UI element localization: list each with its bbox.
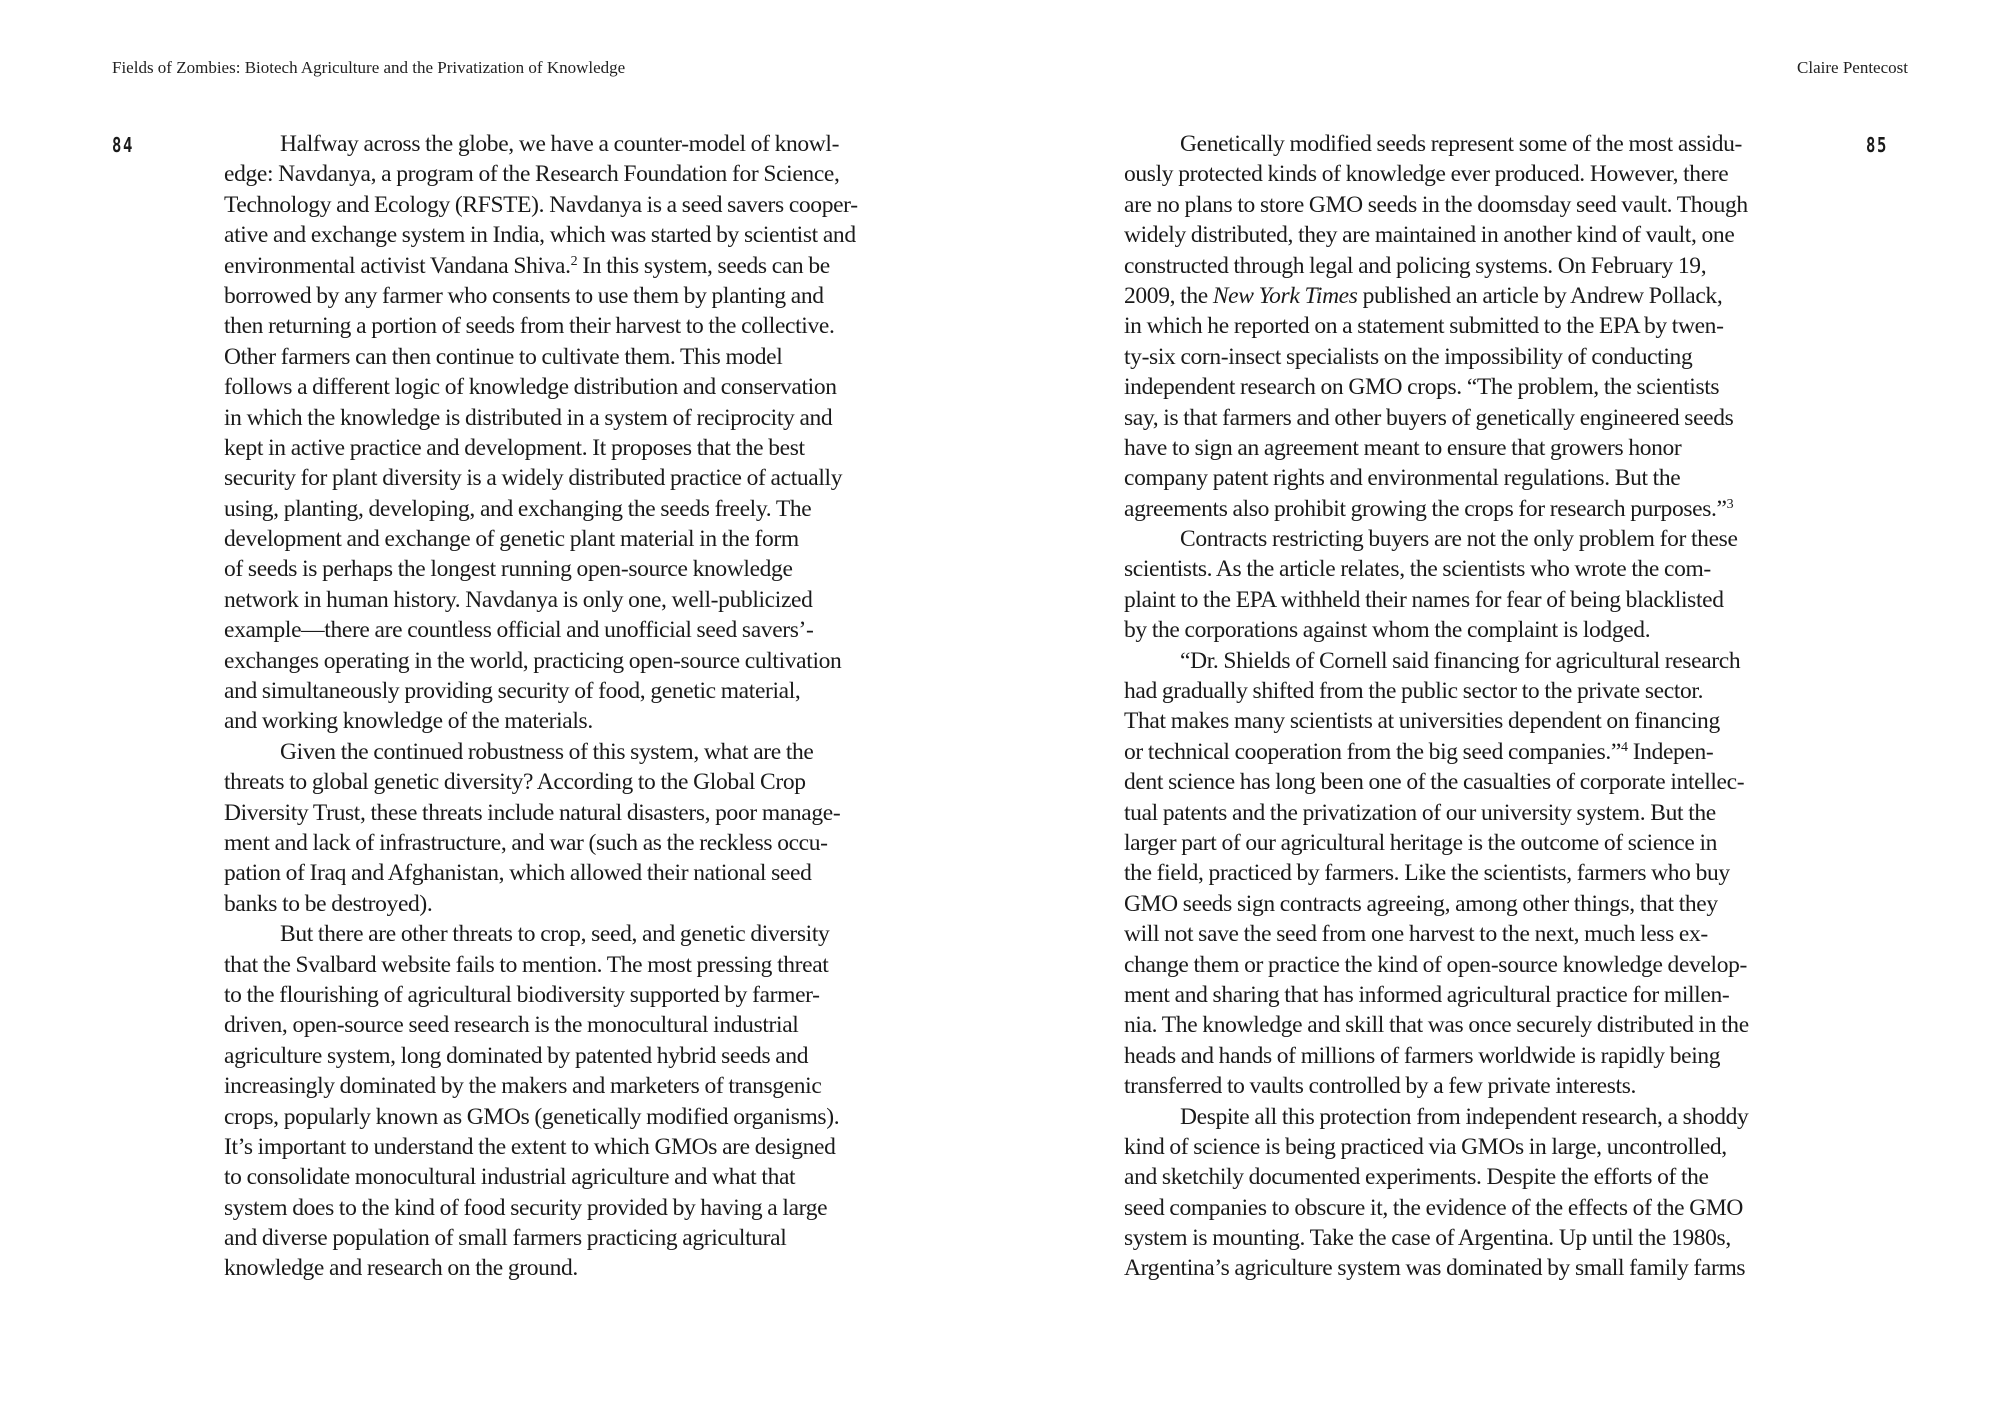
line-text: system does to the kind of food security provided by having a large: [224, 1194, 828, 1221]
line-text: ously protected kinds of knowledge ever produced. However, there: [1124, 161, 1729, 188]
text-line: [1124, 342, 1814, 372]
page-number-right: 85: [1866, 133, 1888, 157]
line-text: 2009, the: [1124, 282, 1213, 309]
line-text: Technology and Ecology (RFSTE). Navdanya is a seed savers cooper-: [224, 191, 858, 218]
line-text: then returning a portion of seeds from their harvest to the collective.: [224, 313, 835, 340]
line-text: Despite all this protection from independent research, a shoddy: [1180, 1103, 1749, 1130]
text-line: [224, 554, 914, 584]
line-text: or technical cooperation from the big seed companies.”: [1124, 738, 1622, 765]
text-line: [1124, 1071, 1814, 1101]
text-line: [224, 706, 914, 736]
line-text: using, planting, developing, and exchanging the seeds freely. The: [224, 495, 812, 522]
line-text: ative and exchange system in India, which was started by scientist and: [224, 222, 856, 249]
line-text: Contracts restricting buyers are not the only problem for these: [1180, 526, 1738, 553]
text-line: [1124, 190, 1814, 220]
line-text: crops, popularly known as GMOs (genetically modified organisms).: [224, 1103, 840, 1130]
left-page-body: [224, 129, 914, 1284]
line-text: Given the continued robustness of this system, what are the: [280, 738, 814, 765]
line-text: Argentina’s agriculture system was dominated by small family farms: [1124, 1255, 1746, 1282]
line-text: had gradually shifted from the public sector to the private sector.: [1124, 678, 1704, 705]
line-text: constructed through legal and policing systems. On February 19,: [1124, 252, 1707, 279]
text-line: [1124, 950, 1814, 980]
text-line: [1124, 1253, 1814, 1283]
text-line: [1124, 1132, 1814, 1162]
line-text: to consolidate monocultural industrial agriculture and what that: [224, 1164, 796, 1191]
line-text: the field, practiced by farmers. Like the scientists, farmers who buy: [1124, 860, 1730, 887]
text-line: [224, 798, 914, 828]
italic-title: New York Times: [1212, 282, 1358, 309]
text-line: [1124, 494, 1814, 524]
text-line: [1124, 798, 1814, 828]
line-text: borrowed by any farmer who consents to use them by planting and: [224, 282, 824, 309]
text-line: [1124, 554, 1814, 584]
right-page-body: [1124, 129, 1814, 1284]
line-text: dent science has long been one of the casualties of corporate intellec-: [1124, 769, 1745, 796]
text-line: [224, 980, 914, 1010]
line-text: Halfway across the globe, we have a counter-model of knowl-: [280, 131, 840, 157]
text-line: [224, 1010, 914, 1040]
line-text: system is mounting. Take the case of Argentina. Up until the 1980s,: [1124, 1225, 1731, 1252]
line-text: agreements also prohibit growing the crops for research purposes.”: [1124, 495, 1727, 522]
text-line: [224, 494, 914, 524]
text-line: [224, 281, 914, 311]
line-text: Other farmers can then continue to cultivate them. This model: [224, 343, 783, 370]
line-text: widely distributed, they are maintained in another kind of vault, one: [1124, 222, 1735, 249]
footnote-marker[interactable]: 3: [1726, 496, 1734, 512]
text-line: [224, 129, 914, 159]
line-text: increasingly dominated by the makers and marketers of transgenic: [224, 1073, 822, 1100]
line-text: and simultaneously providing security of food, genetic material,: [224, 678, 801, 705]
line-text: development and exchange of genetic plant material in the form: [224, 526, 799, 553]
line-text: and diverse population of small farmers practicing agricultural: [224, 1225, 787, 1252]
text-line: [1124, 251, 1814, 281]
text-line: [1124, 767, 1814, 797]
line-text: to the flourishing of agricultural biodiversity supported by farmer-: [224, 981, 820, 1008]
line-text: ment and sharing that has informed agricultural practice for millen-: [1124, 981, 1730, 1008]
line-text: ty-six corn-insect specialists on the impossibility of conducting: [1124, 343, 1693, 370]
text-line: [224, 950, 914, 980]
text-line: [224, 463, 914, 493]
line-text: seed companies to obscure it, the evidence of the effects of the GMO: [1124, 1194, 1744, 1221]
text-line: [224, 1041, 914, 1071]
text-line: [1124, 220, 1814, 250]
text-line: [224, 403, 914, 433]
line-text: scientists. As the article relates, the scientists who wrote the com-: [1124, 556, 1711, 583]
line-text: GMO seeds sign contracts agreeing, among other things, that they: [1124, 890, 1718, 917]
text-line: [1124, 1041, 1814, 1071]
text-line: [1124, 980, 1814, 1010]
line-text: But there are other threats to crop, seed, and genetic diversity: [280, 921, 830, 948]
line-text: environmental activist Vandana Shiva.: [224, 252, 571, 279]
line-text: ment and lack of infrastructure, and war (such as the reckless occu-: [224, 829, 828, 856]
line-text: company patent rights and environmental regulations. But the: [1124, 465, 1681, 492]
text-line: [224, 858, 914, 888]
text-line: [1124, 1102, 1814, 1132]
line-text: plaint to the EPA withheld their names for fear of being blacklisted: [1124, 586, 1724, 613]
text-line: [1124, 1162, 1814, 1192]
text-line: [224, 372, 914, 402]
line-text: exchanges operating in the world, practicing open-source cultivation: [224, 647, 842, 674]
running-head-author: Claire Pentecost: [1797, 58, 1908, 77]
line-text: network in human history. Navdanya is only one, well-publicized: [224, 586, 813, 613]
footnote-marker[interactable]: 4: [1621, 739, 1628, 755]
footnote-marker[interactable]: 2: [570, 253, 578, 269]
text-line: [1124, 646, 1814, 676]
line-text: nia. The knowledge and skill that was once securely distributed in the: [1124, 1012, 1749, 1039]
text-line: [224, 1132, 914, 1162]
line-text: agriculture system, long dominated by patented hybrid seeds and: [224, 1042, 809, 1069]
text-line: [1124, 1223, 1814, 1253]
text-line: [224, 828, 914, 858]
line-text: security for plant diversity is a widely distributed practice of actually: [224, 465, 843, 492]
text-line: [224, 646, 914, 676]
line-text: banks to be destroyed).: [224, 890, 433, 917]
line-text: threats to global genetic diversity? According to the Global Crop: [224, 769, 806, 796]
line-text-continued: Indepen-: [1627, 738, 1714, 765]
line-text: independent research on GMO crops. “The problem, the scientists: [1124, 374, 1720, 401]
line-text: heads and hands of millions of farmers worldwide is rapidly being: [1124, 1042, 1721, 1069]
line-text: driven, open-source seed research is the monocultural industrial: [224, 1012, 799, 1039]
line-text: kept in active practice and development. It proposes that the best: [224, 434, 805, 461]
line-text: larger part of our agricultural heritage is the outcome of science in: [1124, 829, 1718, 856]
text-line: [224, 190, 914, 220]
text-line: [1124, 615, 1814, 645]
line-text: It’s important to understand the extent to which GMOs are designed: [224, 1133, 836, 1160]
line-text: in which the knowledge is distributed in a system of reciprocity and: [224, 404, 833, 431]
line-text: kind of science is being practiced via GMOs in large, uncontrolled,: [1124, 1133, 1727, 1160]
text-line: [224, 1162, 914, 1192]
text-line: [1124, 1010, 1814, 1040]
text-line: [1124, 737, 1814, 767]
text-line: [224, 1071, 914, 1101]
text-line: [1124, 159, 1814, 189]
text-line: [1124, 676, 1814, 706]
text-line: [224, 311, 914, 341]
text-line: [224, 1102, 914, 1132]
text-line: [1124, 463, 1814, 493]
text-line: [224, 615, 914, 645]
line-text: example—there are countless official and unofficial seed savers’-: [224, 617, 814, 644]
text-line: [224, 1223, 914, 1253]
line-text: “Dr. Shields of Cornell said financing for agricultural research: [1180, 647, 1741, 674]
line-text: that the Svalbard website fails to mention. The most pressing threat: [224, 951, 829, 978]
line-text: That makes many scientists at universities dependent on financing: [1124, 708, 1720, 735]
text-line: [1124, 433, 1814, 463]
line-text: by the corporations against whom the complaint is lodged.: [1124, 617, 1651, 644]
text-line: [224, 1193, 914, 1223]
text-line: [1124, 919, 1814, 949]
text-line: [1124, 524, 1814, 554]
text-line: [224, 159, 914, 189]
text-line: [1124, 889, 1814, 919]
line-text: and working knowledge of the materials.: [224, 708, 593, 735]
text-line: [1124, 281, 1814, 311]
line-text: edge: Navdanya, a program of the Research Foundation for Science,: [224, 161, 840, 188]
text-line: [224, 1253, 914, 1283]
text-line: [224, 919, 914, 949]
page-number-left: 84: [112, 133, 134, 157]
line-text: knowledge and research on the ground.: [224, 1255, 578, 1282]
text-line: [224, 676, 914, 706]
text-line: [1124, 403, 1814, 433]
line-text: have to sign an agreement meant to ensure that growers honor: [1124, 434, 1682, 461]
line-text: change them or practice the kind of open-source knowledge develop-: [1124, 951, 1747, 978]
line-text: pation of Iraq and Afghanistan, which allowed their national seed: [224, 860, 812, 887]
line-text: say, is that farmers and other buyers of genetically engineered seeds: [1124, 404, 1734, 431]
text-line: [1124, 858, 1814, 888]
text-line: [1124, 129, 1814, 159]
text-line: [1124, 372, 1814, 402]
line-text-continued: In this system, seeds can be: [577, 252, 830, 279]
text-line: [1124, 1193, 1814, 1223]
text-line: [224, 342, 914, 372]
text-line: [224, 220, 914, 250]
line-text: will not save the seed from one harvest to the next, much less ex-: [1124, 921, 1708, 948]
line-text: are no plans to store GMO seeds in the doomsday seed vault. Though: [1124, 191, 1748, 218]
line-text: Diversity Trust, these threats include natural disasters, poor manage-: [224, 799, 841, 826]
line-text-continued: published an article by Andrew Pollack,: [1357, 282, 1723, 309]
line-text: of seeds is perhaps the longest running open-source knowledge: [224, 556, 793, 583]
text-line: [1124, 311, 1814, 341]
line-text: Genetically modified seeds represent some of the most assidu-: [1180, 131, 1742, 157]
text-line: [224, 524, 914, 554]
line-text: and sketchily documented experiments. Despite the efforts of the: [1124, 1164, 1709, 1191]
text-line: [1124, 828, 1814, 858]
text-line: [224, 251, 914, 281]
text-line: [224, 433, 914, 463]
text-line: [1124, 706, 1814, 736]
text-line: [224, 737, 914, 767]
line-text: follows a different logic of knowledge distribution and conservation: [224, 374, 837, 401]
running-head-title: Fields of Zombies: Biotech Agriculture and the Privatization of Knowledge: [112, 58, 626, 77]
line-text: in which he reported on a statement submitted to the EPA by twen-: [1124, 313, 1724, 340]
text-line: [224, 889, 914, 919]
line-text: transferred to vaults controlled by a few private interests.: [1124, 1073, 1637, 1100]
text-line: [224, 585, 914, 615]
line-text: tual patents and the privatization of our university system. But the: [1124, 799, 1716, 826]
text-line: [1124, 585, 1814, 615]
text-line: [224, 767, 914, 797]
